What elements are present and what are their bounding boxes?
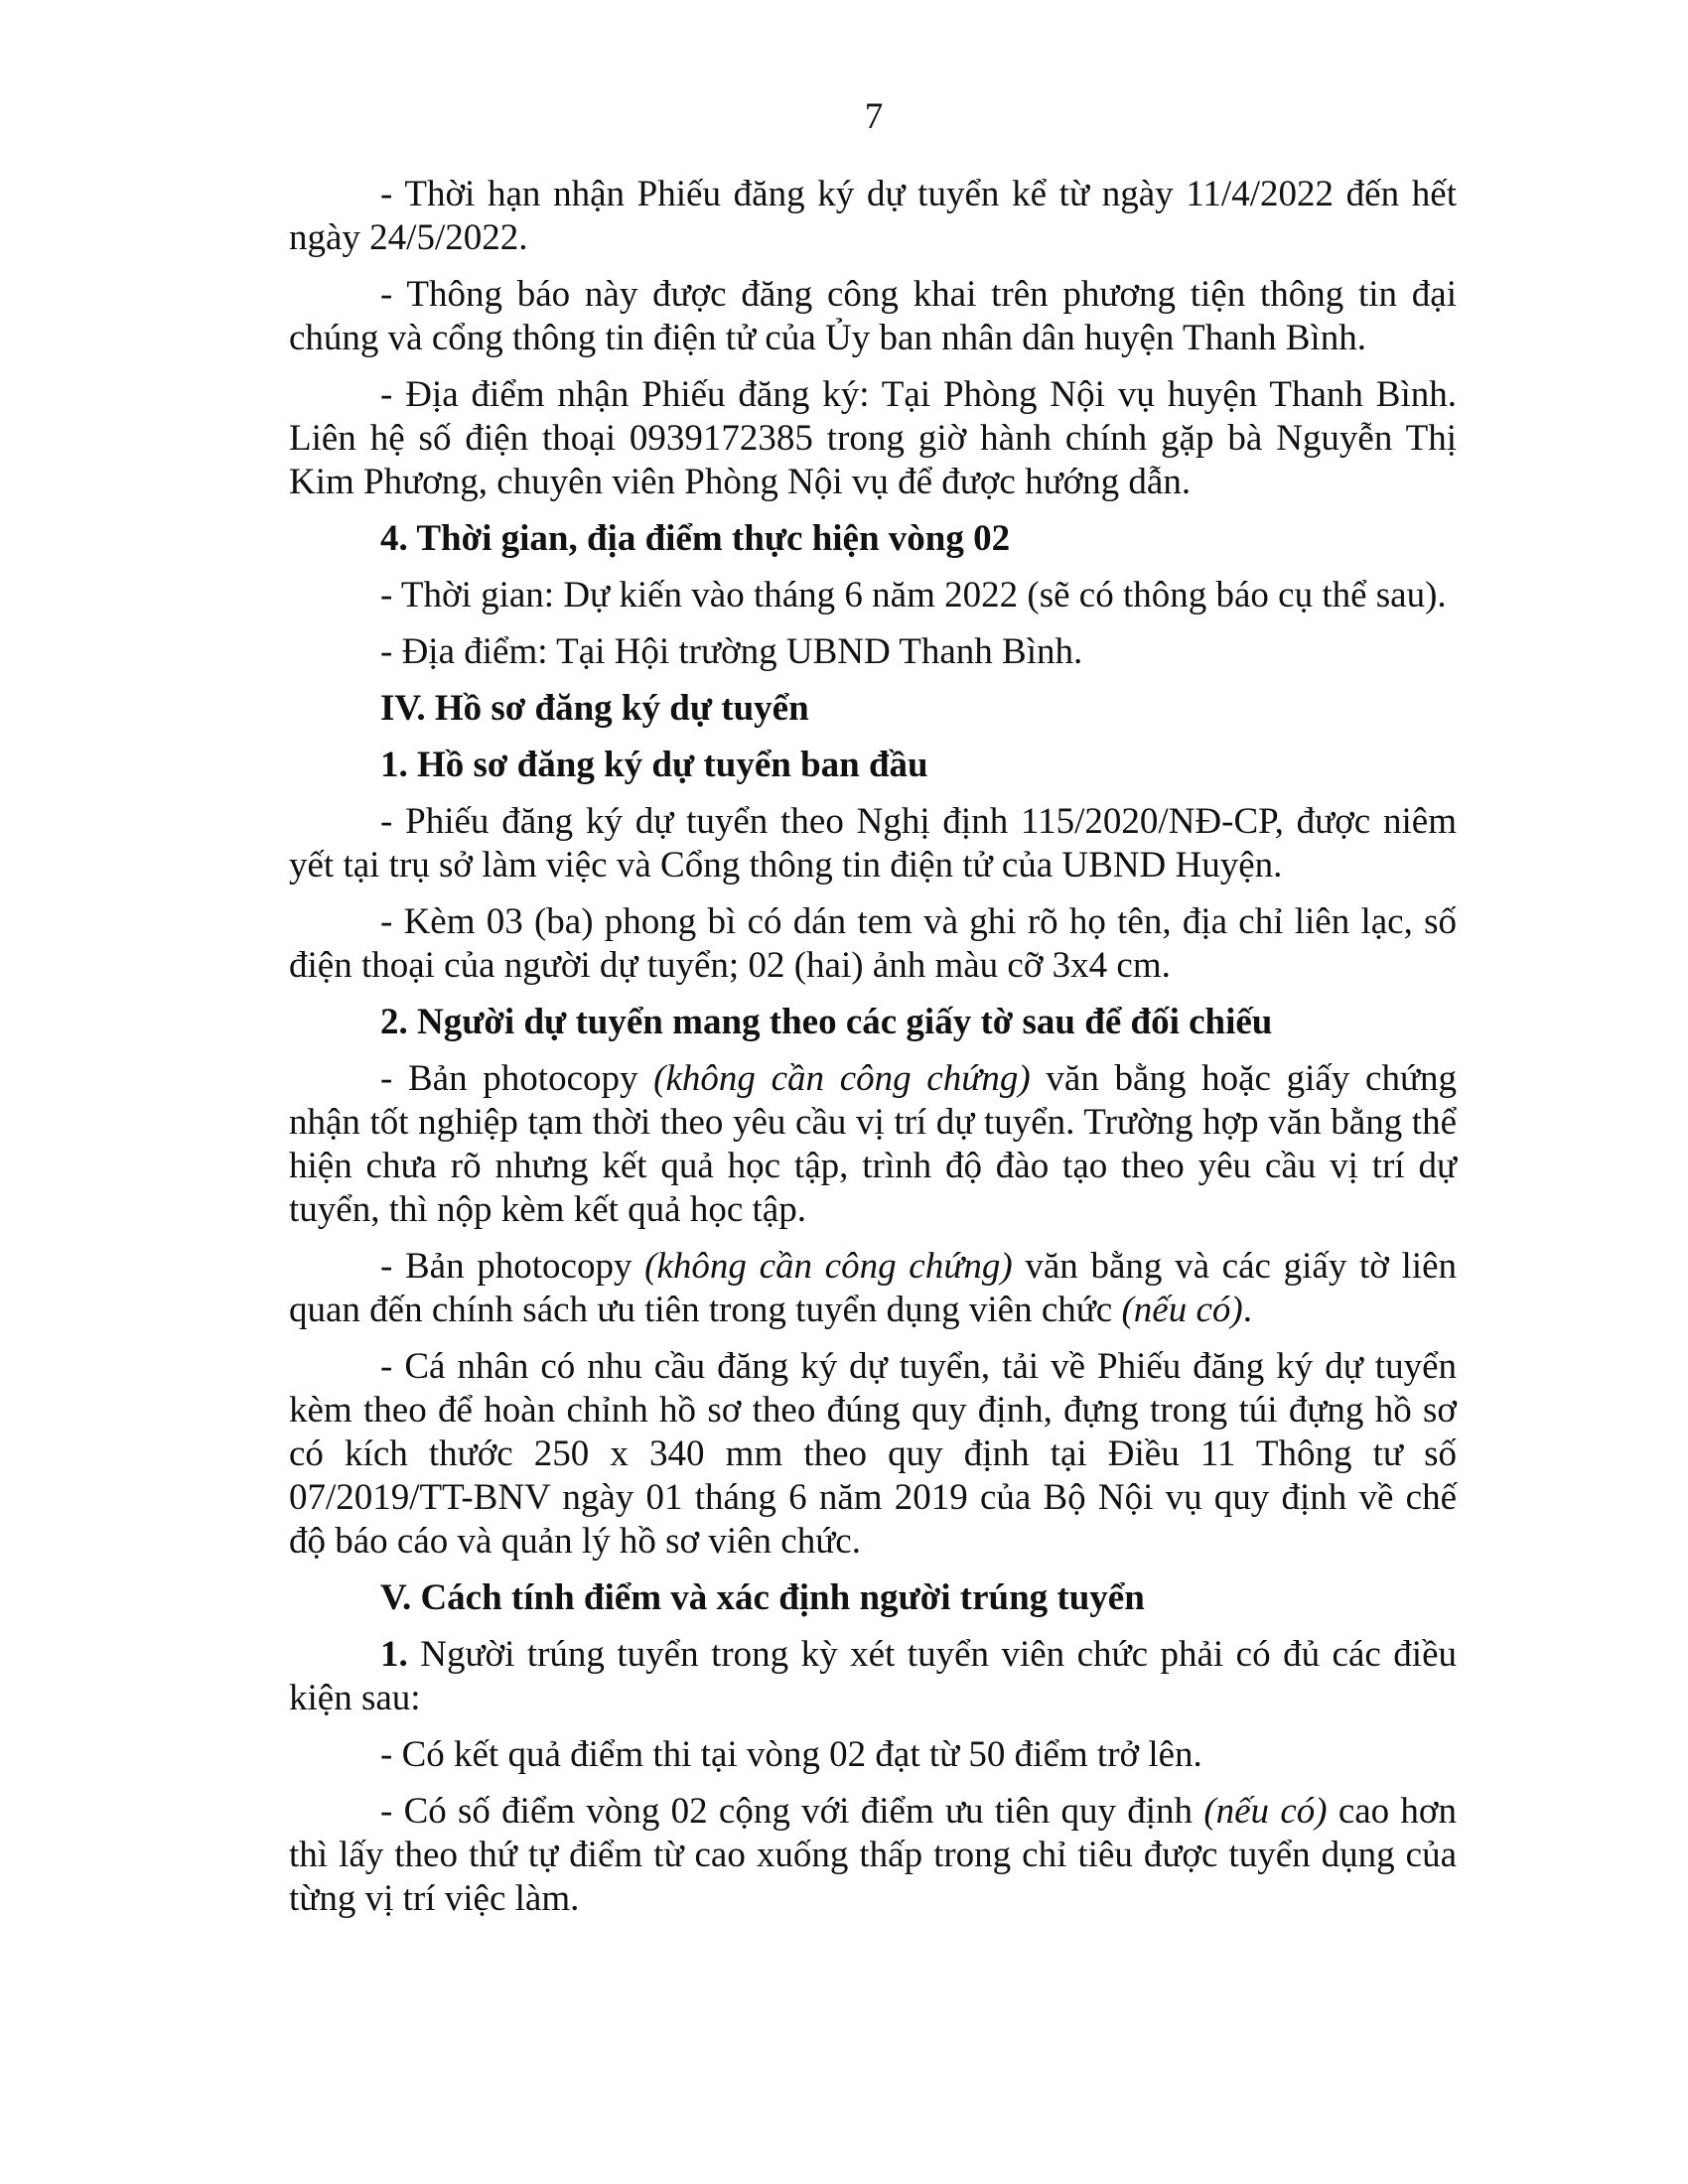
heading-round2-time-place: 4. Thời gian, địa điểm thực hiện vòng 02 [380, 518, 1011, 559]
paragraph-min-score: - Có kết quả điểm thi tại vòng 02 đạt từ 50 điểm trở lên. [380, 1734, 1202, 1775]
paragraph-round2-place: - Địa điểm: Tại Hội trường UBND Thanh Bình. [380, 631, 1083, 672]
heading-section-v: V. Cách tính điểm và xác định người trúng tuyển [380, 1577, 1145, 1618]
paragraph-round2-time: - Thời gian: Dự kiến vào tháng 6 năm 2022 (sẽ có thông báo cụ thể sau). [380, 575, 1447, 615]
paragraph-announcement: - Thông báo này được đăng công khai trên phương tiện thông tin đại chúng và cổng thông tin điện tử của Ủy ban nhân dân huyện Thanh Bình. [289, 274, 1457, 358]
paragraph-priority-docs: - Bản photocopy (không cần công chứng) văn bằng và các giấy tờ liên quan đến chính sách ưu tiên trong tuyển dụng viên chức (nếu có). [289, 1246, 1457, 1330]
page-number: 7 [864, 96, 884, 137]
heading-initial-dossier: 1. Hồ sơ đăng ký dự tuyển ban đầu [380, 745, 928, 785]
paragraph-registration-form: - Phiếu đăng ký dự tuyển theo Nghị định 115/2020/NĐ-CP, được niêm yết tại trụ sở làm việc và Cổng thông tin điện tử của UBND Huyện. [289, 801, 1457, 886]
paragraph-envelopes-photos: - Kèm 03 (ba) phong bì có dán tem và ghi rõ họ tên, địa chỉ liên lạc, số điện thoại của người dự tuyển; 02 (hai) ảnh màu cỡ 3x4 cm. [289, 901, 1457, 986]
document-body [289, 173, 1457, 1921]
paragraph-ranking: - Có số điểm vòng 02 cộng với điểm ưu tiên quy định (nếu có) cao hơn thì lấy theo thứ tự điểm từ cao xuống thấp trong chỉ tiêu được tuyển dụng của từng vị trí việc làm. [289, 1791, 1457, 1919]
paragraph-winner-conditions: 1. Người trúng tuyển trong kỳ xét tuyển viên chức phải có đủ các điều kiện sau: [289, 1634, 1457, 1718]
paragraph-deadline: - Thời hạn nhận Phiếu đăng ký dự tuyển kể từ ngày 11/4/2022 đến hết ngày 24/5/2022. [289, 174, 1457, 258]
paragraph-location-contact: - Địa điểm nhận Phiếu đăng ký: Tại Phòng Nội vụ huyện Thanh Bình. Liên hệ số điện thoại 0939172385 trong giờ hành chính gặp bà Nguyễn Thị Kim Phương, chuyên viên Phòng Nội vụ để được hướng dẫn. [289, 374, 1457, 502]
heading-documents-to-bring: 2. Người dự tuyển mang theo các giấy tờ sau để đối chiếu [380, 1002, 1273, 1042]
heading-section-iv: IV. Hồ sơ đăng ký dự tuyển [380, 688, 809, 729]
paragraph-dossier-folder: - Cá nhân có nhu cầu đăng ký dự tuyển, tải về Phiếu đăng ký dự tuyển kèm theo để hoàn chỉnh hồ sơ theo đúng quy định, đựng trong túi đựng hồ sơ có kích thước 250 x 340 mm theo quy định tại Điều 11 Thông tư số 07/2019/TT-BNV ngày 01 tháng 6 năm 2019 của Bộ Nội vụ quy định về chế độ báo cáo và quản lý hồ sơ viên chức. [289, 1346, 1457, 1562]
paragraph-diploma-copy: - Bản photocopy (không cần công chứng) văn bằng hoặc giấy chứng nhận tốt nghiệp tạm thời theo yêu cầu vị trí dự tuyển. Trường hợp văn bằng thể hiện chưa rõ nhưng kết quả học tập, trình độ đào tạo theo yêu cầu vị trí dự tuyển, thì nộp kèm kết quả học tập. [289, 1058, 1458, 1230]
